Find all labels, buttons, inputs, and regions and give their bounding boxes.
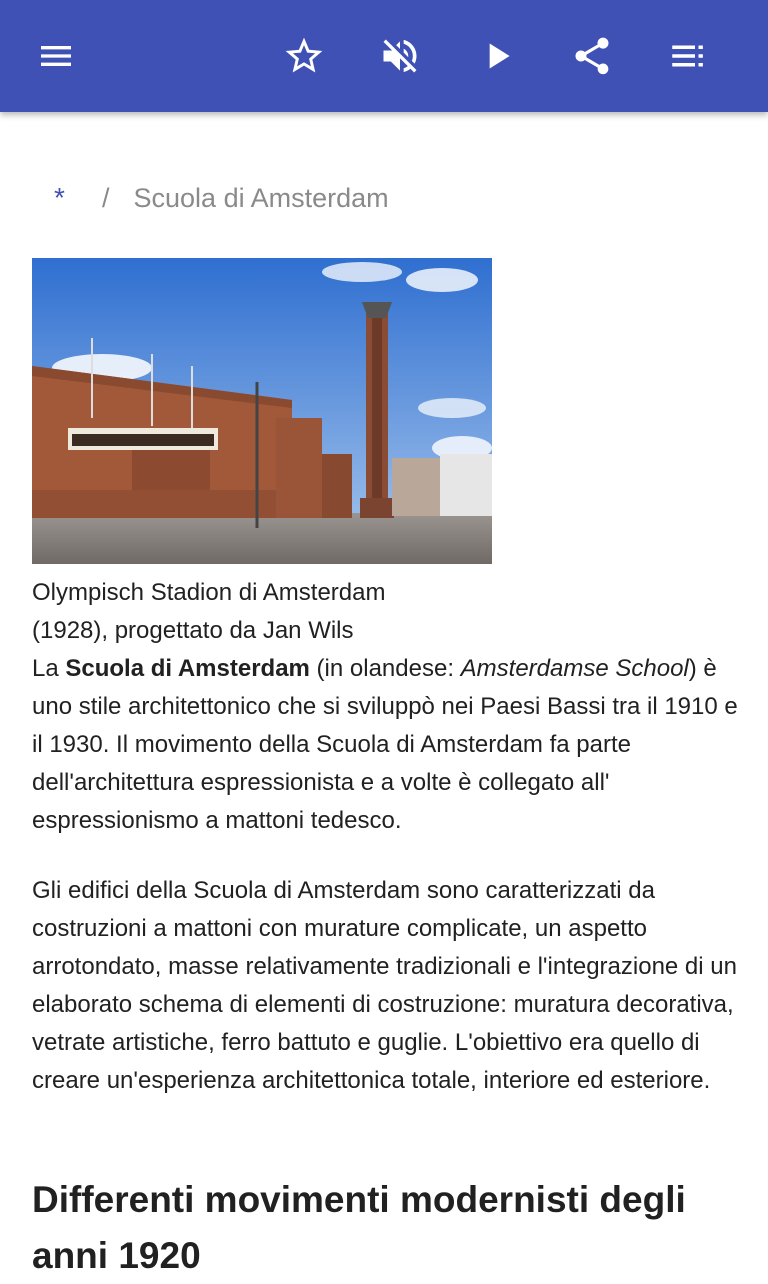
breadcrumb xyxy=(54,178,389,218)
intro-prefix: La xyxy=(32,655,66,682)
intro-mid: (in olandese: xyxy=(309,655,461,682)
menu-icon xyxy=(36,36,76,76)
breadcrumb-current: Scuola di Amsterdam xyxy=(133,182,389,213)
breadcrumb-home-link[interactable]: * xyxy=(54,182,65,213)
volume-off-icon xyxy=(378,34,422,78)
play-icon xyxy=(478,36,518,76)
play-button[interactable] xyxy=(466,24,530,88)
playlist-icon xyxy=(667,35,709,77)
intro-paragraph xyxy=(32,650,742,840)
mute-button[interactable] xyxy=(368,24,432,88)
menu-button[interactable] xyxy=(24,24,88,88)
star-outline-icon xyxy=(282,34,326,78)
app-toolbar xyxy=(0,0,768,112)
breadcrumb-separator: / xyxy=(102,182,110,213)
intro-suffix: ) è uno stile architettonico che si sviluppò nei Paesi Bassi tra il 1910 e il 1930. Il movimento della Scuola di Amsterdam fa parte dell'architettura espressionista e a volte è collegato all' espressionismo a mattoni tedesco. xyxy=(32,655,738,834)
stadium-photo xyxy=(32,258,492,564)
intro-bold-title: Scuola di Amsterdam xyxy=(65,655,310,682)
favorite-button[interactable] xyxy=(272,24,336,88)
section-heading: Differenti movimenti modernisti degli anni 1920 xyxy=(32,1179,686,1276)
contents-button[interactable] xyxy=(656,24,720,88)
article-image[interactable] xyxy=(32,258,492,564)
body-paragraph: Gli edifici della Scuola di Amsterdam sono caratterizzati da costruzioni a mattoni con murature complicate, un aspetto arrotondato, masse relativamente tradizionali e l'integrazione di un elaborato schema di elementi di costruzione: muratura decorativa, vetrate artistiche, ferro battuto e guglie. L'obiettivo era quello di creare un'esperienza architettonica totale, interiore ed esteriore. xyxy=(32,877,737,1094)
share-button[interactable] xyxy=(560,24,624,88)
image-caption: Olympisch Stadion di Amsterdam (1928), progettato da Jan Wils xyxy=(32,579,386,644)
intro-italic-term: Amsterdamse School xyxy=(460,655,689,682)
share-icon xyxy=(570,34,614,78)
